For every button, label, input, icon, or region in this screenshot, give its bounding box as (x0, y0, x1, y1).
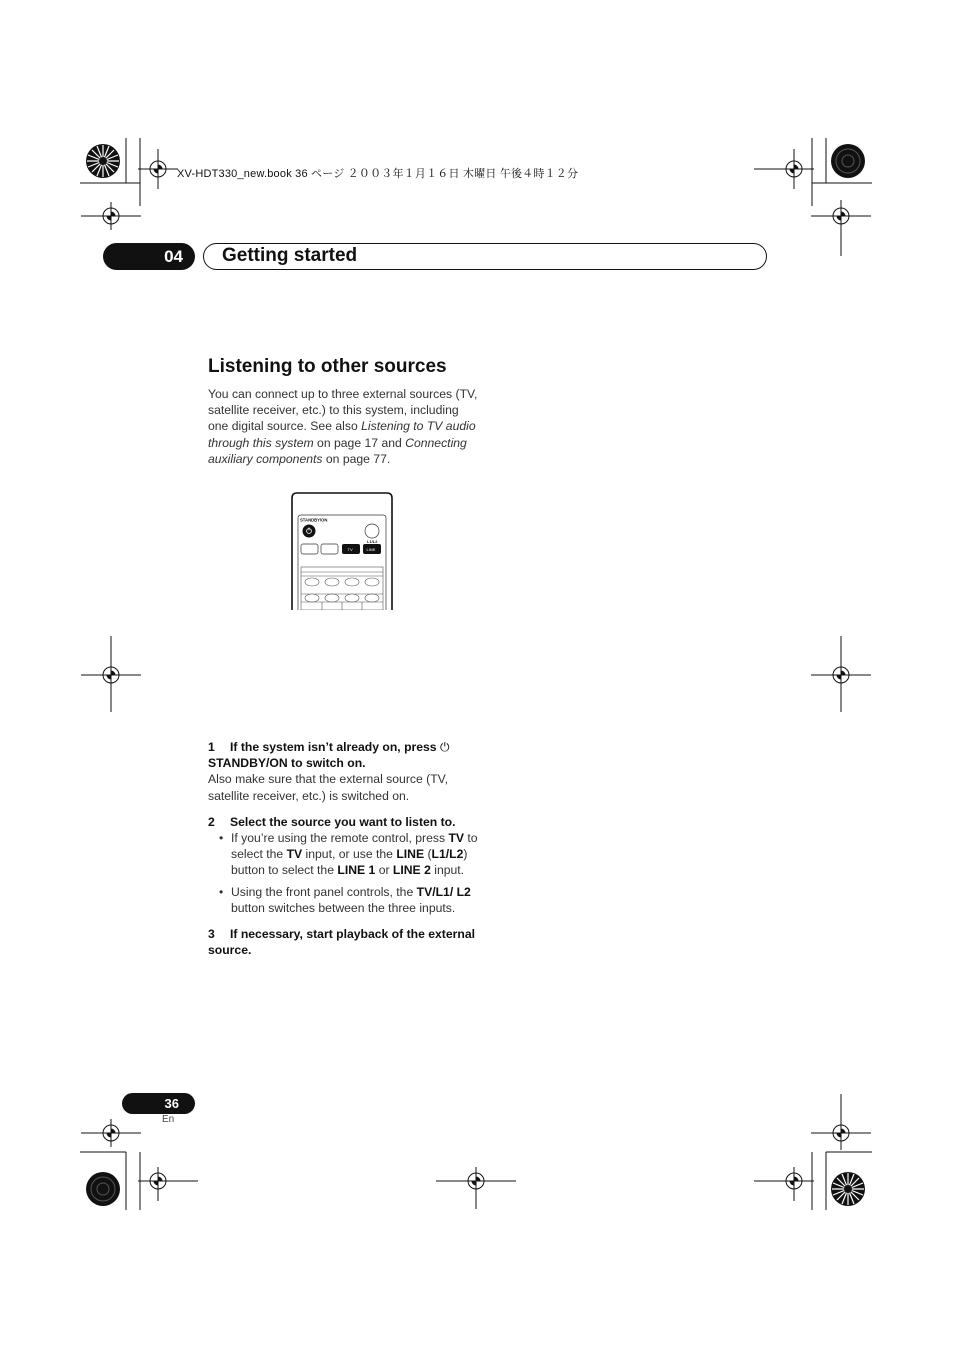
bullet-text: input. (430, 863, 465, 878)
step-1-title-a: If the system isn’t already on, press (230, 740, 440, 755)
intro-text-3: on page 77. (322, 451, 391, 466)
page-number-badge (122, 1093, 195, 1114)
power-icon: ⏻ (439, 740, 450, 755)
remote-tv-label: TV (347, 546, 353, 552)
bullet-icon: • (219, 884, 224, 899)
section-heading: Listening to other sources (208, 356, 447, 377)
chapter-number-badge (103, 243, 195, 270)
list-item (208, 830, 480, 879)
step-2-title (208, 814, 480, 830)
bullet-text: button switches between the three inputs. (231, 900, 456, 915)
bullet-bold: TV (448, 831, 465, 846)
chapter-number: 04 (164, 246, 183, 266)
bullet-text: or (375, 863, 393, 878)
bullet-text: Using the front panel controls, the (231, 884, 417, 899)
step-2-bullets (208, 830, 480, 916)
step-3-title-text: If necessary, start playback of the external source. (208, 927, 475, 958)
step-1-number: 1 (208, 740, 215, 755)
chapter-title: Getting started (222, 245, 358, 266)
intro-crossref-2: Connecting auxiliary components (208, 435, 467, 466)
intro-text-1: You can connect up to three external sources (TV, satellite receiver, etc.) to this system, including one digital source. See also (208, 387, 478, 434)
page-number: 36 (164, 1096, 179, 1111)
page-language: En (162, 1114, 175, 1125)
bullet-bold: TV/L1/ L2 (416, 884, 471, 899)
bullet-text: If you’re using the remote control, press (231, 831, 449, 846)
bullet-bold: LINE 1 (337, 863, 376, 878)
bullet-bold: LINE (396, 847, 425, 862)
step-1-title-b: STANDBY/ON to switch on. (208, 756, 366, 771)
step-2-title-text: Select the source you want to listen to. (230, 814, 456, 829)
bullet-text: input, or use the (302, 847, 397, 862)
bullet-text: ) button to select the (231, 847, 468, 878)
intro-crossref-1: Listening to TV audio through this system (208, 419, 476, 450)
remote-standby-button (303, 525, 316, 538)
remote-line-label: LINE (366, 546, 376, 552)
step-3-title (208, 926, 480, 958)
bullet-bold: L1/L2 (431, 847, 464, 862)
intro-paragraph (208, 386, 480, 467)
bullet-bold: TV (286, 847, 303, 862)
bullet-text: ( (424, 847, 432, 862)
step-1-body: Also make sure that the external source (TV, satellite receiver, etc.) is switched on. (208, 772, 449, 803)
book-file-line: XV-HDT330_new.book 36 ページ ２００３年１月１６日 木曜日 午後４時１２分 (177, 168, 579, 180)
remote-control-illustration (291, 492, 393, 610)
bullet-text: to select the (231, 831, 478, 862)
remote-l1l2-label: L1/L2 (367, 539, 378, 544)
remote-standby-label: STANDBY/ON (300, 517, 328, 523)
intro-text-2: on page 17 and (313, 435, 406, 450)
step-3-number: 3 (208, 927, 215, 942)
step-1-title (208, 739, 480, 771)
bullet-bold: LINE 2 (392, 863, 431, 878)
step-2-number: 2 (208, 814, 215, 829)
list-item (208, 884, 480, 916)
bullet-icon: • (219, 831, 224, 846)
main-column (208, 356, 480, 958)
